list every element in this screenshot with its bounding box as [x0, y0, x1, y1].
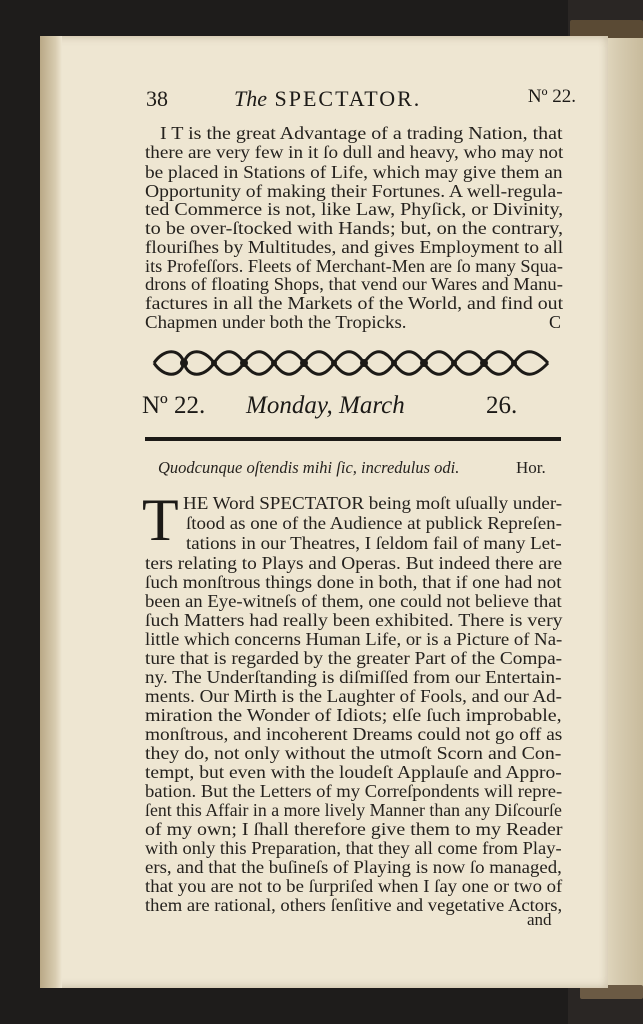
text-line: ers, and that the buſineſs of Playing is now ſo managed,: [145, 857, 562, 877]
running-title: [234, 86, 421, 112]
text-line: flouriſhes by Multitudes, and gives Employment to all: [145, 237, 564, 257]
running-title-italic: The: [234, 86, 267, 111]
text-line: factures in all the Markets of the World, and find out: [145, 293, 564, 313]
page-number: 38: [146, 86, 168, 111]
text-line: ſtood as one of the Audience at publick Repreſen-: [186, 513, 562, 533]
text-line: been an Eye-witneſs of them, one could not believe that: [145, 591, 562, 611]
heading-date: 26.: [486, 392, 518, 419]
text-line: with only this Preparation, that they all come from Play-: [145, 838, 562, 858]
text-line: ſuch Matters had really been exhibited. There is very: [145, 610, 563, 630]
heading-day: Monday, March: [246, 392, 405, 419]
text-line: monſtrous, and incoherent Dreams could not go off as: [145, 724, 563, 744]
text-line: ny. The Underſtanding is diſmiſſed from our Entertain-: [145, 667, 562, 687]
text-line: little which concerns Human Life, or is a Picture of Na-: [145, 629, 563, 649]
text-line: drons of floating Shops, that vend our Wares and Manu-: [145, 274, 563, 294]
drop-cap: T: [142, 487, 179, 553]
running-title-caps: SPECTATOR.: [274, 86, 422, 111]
heading-rule: [145, 437, 561, 441]
text-line: ture that is regarded by the greater Part of the Compa-: [145, 648, 563, 668]
text-line: ſent this Affair in a more lively Manner than any Diſcourſe: [145, 800, 562, 820]
text-line: ted Commerce is not, like Law, Phyſick, or Divinity,: [145, 199, 564, 219]
text-line: bation. But the Letters of my Correſpondents will repre-: [145, 781, 563, 801]
latin-motto: Quodcunque oſtendis mihi ſic, incredulus odi.: [158, 458, 460, 477]
page-gutter: [40, 36, 62, 988]
running-head: [146, 86, 576, 116]
text-line: them are rational, others ſenſitive and vegetative Actors,: [145, 895, 563, 915]
text-line: ſuch monſtrous things done in both, that if one had not: [145, 572, 562, 592]
decorative-ornament-band: [150, 344, 552, 382]
text-line: HE Word SPECTATOR being moſt uſually under-: [183, 493, 563, 513]
text-line: to be over-ſtocked with Hands; but, on the contrary,: [145, 218, 564, 238]
text-line: there are very few in it ſo dull and heavy, who may not: [145, 142, 564, 162]
text-line: Opportunity of making their Fortunes. A well-regula-: [145, 181, 563, 201]
text-line: of my own; I ſhall therefore give them to my Reader: [145, 819, 563, 839]
text-line: ters relating to Plays and Operas. But indeed there are: [145, 553, 563, 573]
text-line: tempt, but even with the loudeſt Applauſe and Appro-: [145, 762, 562, 782]
text-line: ments. Our Mirth is the Laughter of Fools, and our Ad-: [145, 686, 562, 706]
text-line: miration the Wonder of Idiots; elſe ſuch improbable,: [145, 705, 562, 725]
motto-author: Hor.: [516, 458, 546, 477]
heading-number: Nº 22.: [142, 392, 206, 419]
text-line: I T is the great Advantage of a trading Nation, that: [160, 123, 563, 143]
text-line: that you are not to be ſurpriſed when I ſay one or two of: [145, 876, 563, 896]
text-line: be placed in Stations of Life, which may give them an: [145, 162, 563, 182]
text-line: they do, not only without the utmoſt Scorn and Con-: [145, 743, 562, 763]
text-line: Chapmen under both the Tropicks.: [145, 312, 407, 332]
text-line: tations in our Theatres, I ſeldom fail of many Let-: [186, 533, 562, 553]
essay-signature: C: [549, 312, 562, 332]
issue-heading: [142, 392, 562, 426]
catchword: and: [527, 910, 552, 929]
text-line: its Profeſſors. Fleets of Merchant-Men are ſo many Squa-: [145, 256, 563, 276]
issue-number: Nº 22.: [527, 86, 576, 107]
facing-page-edge: [602, 38, 643, 988]
